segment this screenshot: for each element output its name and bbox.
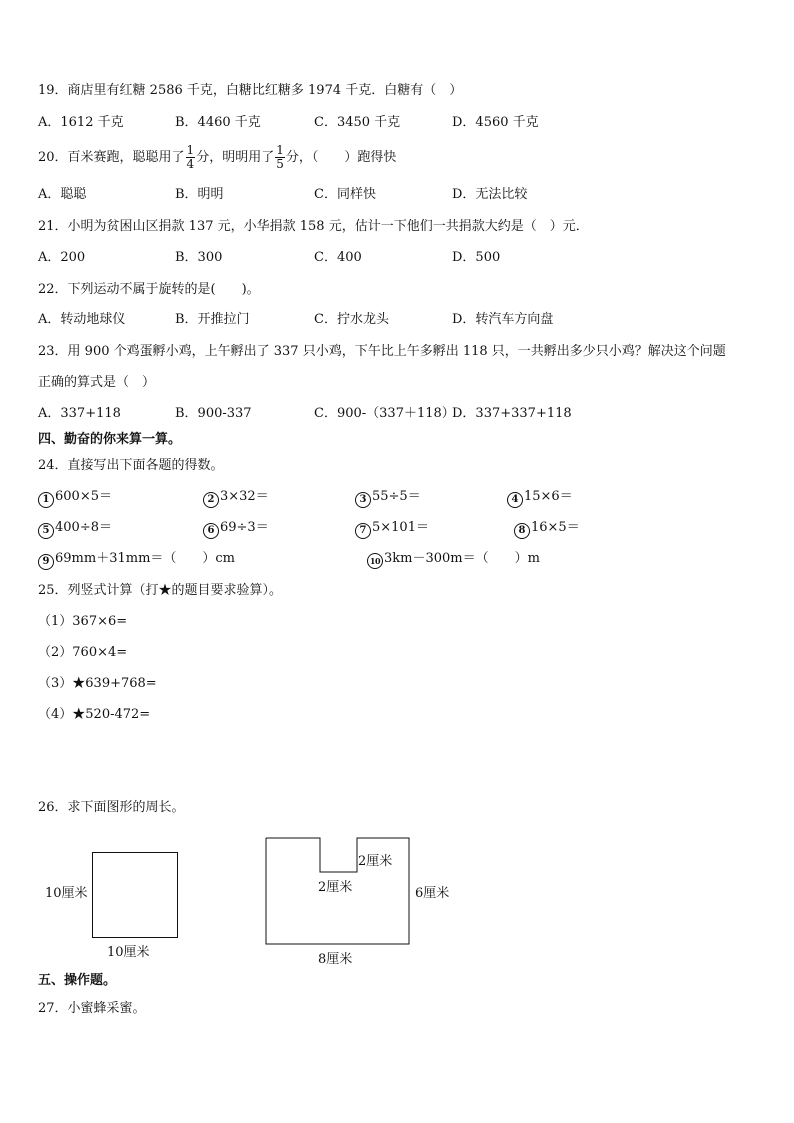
- circled-number: 9: [38, 554, 54, 570]
- q21-option-a: A．200: [38, 250, 86, 265]
- q19-option-d: D．4560 千克: [452, 115, 539, 130]
- question-26-stem: 26．求下面图形的周长。: [38, 800, 185, 815]
- q22-option-c: C．拧水龙头: [314, 312, 389, 327]
- question-25-stem: 25．列竖式计算（打★的题目要求验算）。: [38, 583, 283, 598]
- q23-option-a: A．337+118: [38, 406, 121, 421]
- q20-fraction-2-numerator: 1: [276, 143, 284, 157]
- q24-item-expr: 3km－300m＝（ ）m: [384, 551, 540, 566]
- q24-item-expr: 600×5＝: [55, 489, 112, 504]
- q20-fraction-1-numerator: 1: [186, 143, 195, 157]
- question-19-stem: 19．商店里有红糖 2586 千克，白糖比红糖多 1974 千克．白糖有（ ）: [38, 83, 463, 98]
- q24-item-6: [203, 520, 269, 539]
- circled-number: 10: [367, 553, 383, 569]
- q24-item-expr: 5×101＝: [372, 520, 429, 535]
- q20-option-b: B．明明: [175, 187, 224, 202]
- q22-option-b: B．开推拉门: [175, 312, 250, 327]
- q25-item-4: （4）★520-472=: [38, 707, 151, 722]
- section-5-title: 五、操作题。: [38, 973, 117, 988]
- square-bottom-label: 10厘米: [107, 945, 150, 960]
- circled-number: 2: [203, 492, 219, 508]
- q20-option-a: A．聪聪: [38, 187, 87, 202]
- square-figure: [92, 852, 178, 938]
- q20-fraction-1-denominator: 4: [186, 157, 195, 171]
- q20-stem-part-c: 分，（ ）跑得快: [285, 150, 397, 165]
- q21-option-d: D．500: [452, 250, 501, 265]
- q24-item-expr: 400÷8＝: [55, 520, 112, 535]
- square-side-label: 10厘米: [45, 886, 88, 901]
- notch-bottom-label: 2厘米: [318, 880, 353, 895]
- section-4-title: 四、勤奋的你来算一算。: [38, 432, 182, 447]
- q24-item-4: [507, 489, 573, 508]
- q24-item-8: [514, 520, 580, 539]
- q25-item-3: （3）★639+768=: [38, 676, 157, 691]
- shape-right-label: 6厘米: [415, 886, 450, 901]
- question-20-stem: [38, 142, 396, 174]
- question-21-stem: 21．小明为贫困山区捐款 137 元，小华捐款 158 元，估计一下他们一共捐款大约是（ ）元．: [38, 219, 589, 234]
- q19-option-a: A．1612 千克: [38, 115, 124, 130]
- question-22-stem: 22．下列运动不属于旋转的是( )。: [38, 282, 260, 297]
- q24-item-2: [203, 489, 269, 508]
- circled-number: 8: [514, 523, 530, 539]
- q25-item-2: （2）760×4=: [38, 645, 128, 660]
- q22-option-d: D．转汽车方向盘: [452, 312, 554, 327]
- q23-option-c: C．900-（337＋118）: [314, 406, 455, 421]
- q24-item-3: [355, 489, 421, 508]
- q22-option-a: A．转动地球仪: [38, 312, 126, 327]
- circled-number: 5: [38, 523, 54, 539]
- q20-fraction-2: [275, 144, 285, 171]
- circled-number: 7: [355, 523, 371, 539]
- circled-number: 3: [355, 492, 371, 508]
- q19-option-b: B．4460 千克: [175, 115, 261, 130]
- q21-option-b: B．300: [175, 250, 223, 265]
- q24-item-10: [367, 551, 540, 569]
- q20-stem-part-a: 20．百米赛跑，聪聪用了: [38, 150, 185, 165]
- q20-option-c: C．同样快: [314, 187, 376, 202]
- q24-item-expr: 16×5＝: [531, 520, 580, 535]
- question-27-stem: 27．小蜜蜂采蜜。: [38, 1001, 146, 1016]
- question-24-stem: 24．直接写出下面各题的得数。: [38, 458, 224, 473]
- q19-option-c: C．3450 千克: [314, 115, 401, 130]
- q24-item-1: [38, 489, 112, 508]
- q24-item-expr: 15×6＝: [524, 489, 573, 504]
- q23-option-d: D．337+337+118: [452, 406, 572, 421]
- q20-option-d: D．无法比较: [452, 187, 528, 202]
- q24-item-expr: 55÷5＝: [372, 489, 421, 504]
- notch-side-label: 2厘米: [358, 854, 393, 869]
- q23-option-b: B．900-337: [175, 406, 252, 421]
- q24-item-9: [38, 551, 235, 570]
- q20-fraction-1: [186, 144, 196, 171]
- circled-number: 4: [507, 492, 523, 508]
- q20-fraction-2-denominator: 5: [276, 157, 284, 171]
- q24-item-expr: 69mm＋31mm＝（ ）cm: [55, 551, 236, 566]
- question-23-stem-line-1: 23．用 900 个鸡蛋孵小鸡，上午孵出了 337 只小鸡，下午比上午多孵出 118 只，一共孵出多少只小鸡？解决这个问题: [38, 344, 726, 359]
- q24-item-expr: 69÷3＝: [220, 520, 269, 535]
- q24-item-7: [355, 520, 429, 539]
- circled-number: 6: [203, 523, 219, 539]
- q24-item-expr: 3×32＝: [220, 489, 269, 504]
- question-23-stem-line-2: 正确的算式是（ ）: [38, 375, 156, 390]
- circled-number: 1: [38, 492, 54, 508]
- q25-item-1: （1）367×6=: [38, 614, 128, 629]
- q21-option-c: C．400: [314, 250, 362, 265]
- shape-bottom-label: 8厘米: [318, 952, 353, 967]
- q20-stem-part-b: 分，明明用了: [196, 150, 275, 165]
- q24-item-5: [38, 520, 112, 539]
